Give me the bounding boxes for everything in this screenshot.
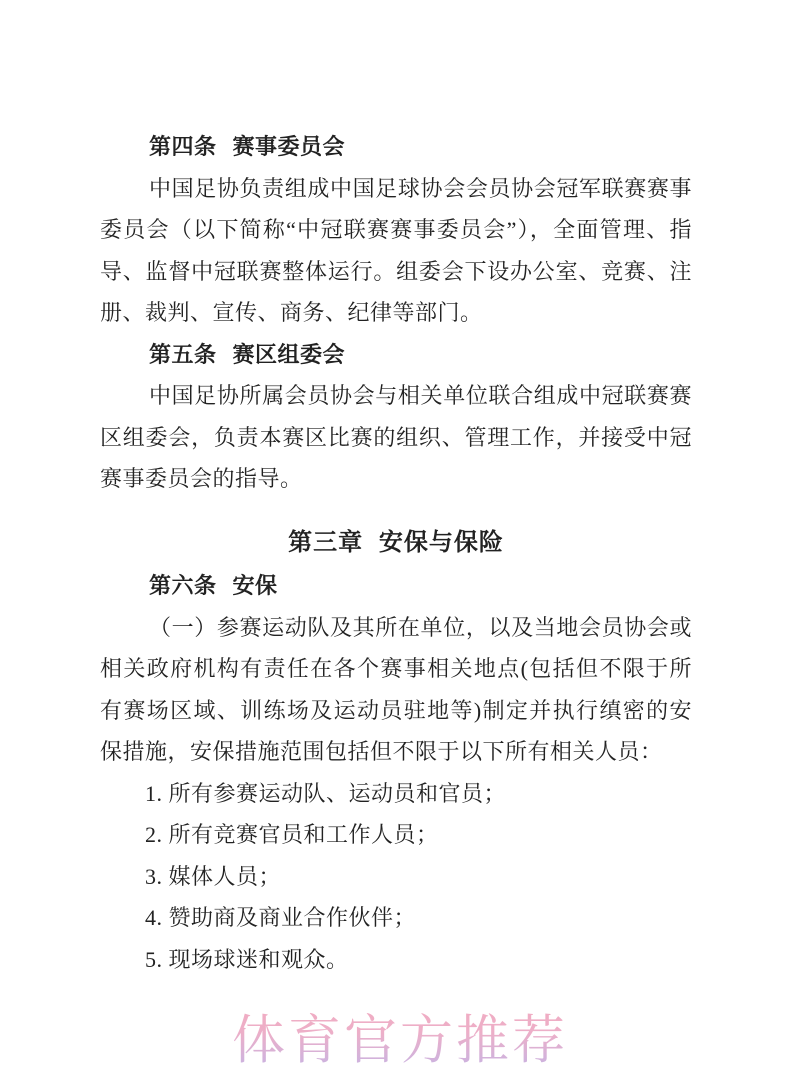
document-content (100, 126, 692, 980)
chapter-heading: 第三章 安保与保险 (288, 528, 504, 556)
watermark-text: 体育官方推荐 (0, 998, 800, 1074)
article-heading-5: 第五条 赛区组委会 (149, 341, 346, 367)
article-5-paragraph: 中国足协所属会员协会与相关单位联合组成中冠联赛赛区组委会，负责本赛区比赛的组织、管理工作，并接受中冠赛事委员会的指导。 (100, 383, 692, 491)
article-heading-4: 第四条 赛事委员会 (149, 134, 346, 159)
list-item-5: 5. 现场球迷和观众。 (145, 946, 349, 972)
list-item-2: 2. 所有竞赛官员和工作人员； (145, 822, 439, 847)
list-item-1: 1. 所有参赛运动队、运动员和官员； (145, 780, 507, 806)
list-item-3: 3. 媒体人员； (145, 863, 282, 889)
article-4-paragraph: 中国足协负责组成中国足球协会会员协会冠军联赛赛事委员会（以下简称“中冠联赛赛事委员会”），全面管理、指导、监督中冠联赛整体运行。组委会下设办公室、竞赛、注册、裁判、宣传、商务、纪律等部门。 (100, 175, 692, 325)
article-6-paragraph: （一）参赛运动队及其所在单位，以及当地会员协会或相关政府机构有责任在各个赛事相关地点(包括但不限于所有赛场区域、训练场及运动员驻地等)制定并执行缜密的安保措施，安保措施范围包括但不限于以下所有相关人员： (100, 614, 692, 764)
list-item-4: 4. 赞助商及商业合作伙伴； (145, 905, 417, 930)
article-heading-6: 第六条 安保 (149, 573, 278, 598)
